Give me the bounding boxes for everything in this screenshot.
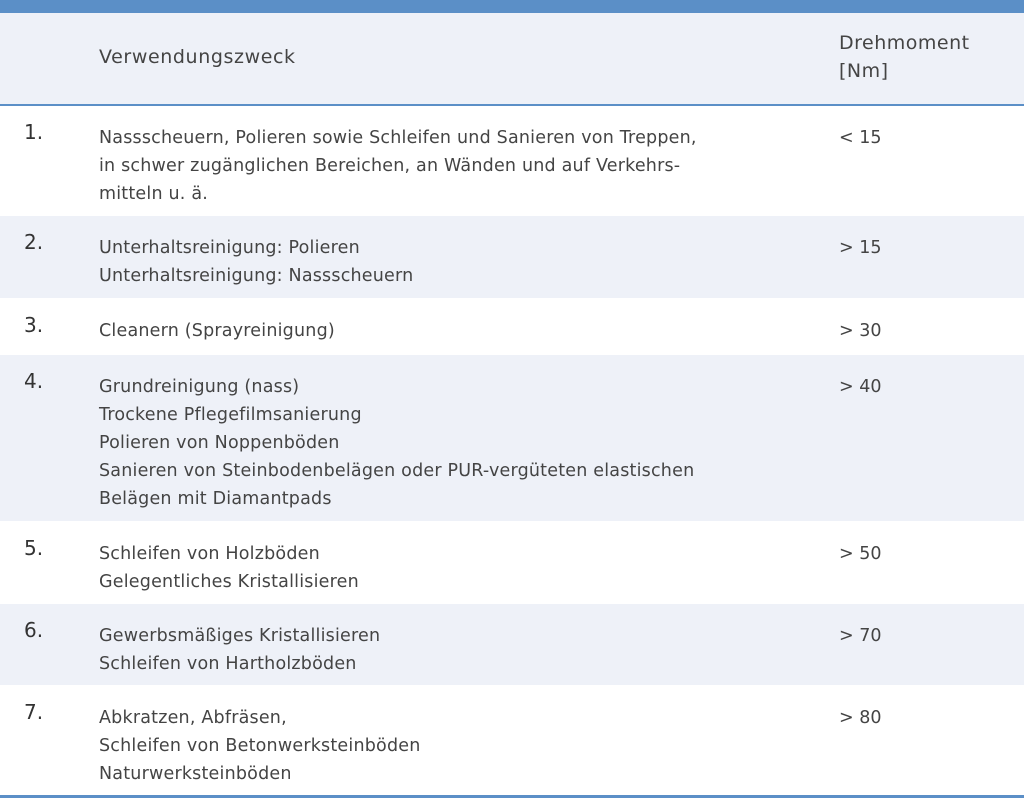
use-line: Nassscheuern, Polieren sowie Schleifen und Sanieren von Treppen, [99,128,697,148]
row-number: 2. [24,230,44,254]
row-use-text [99,124,697,208]
row-torque-cell [813,355,1024,521]
row-use-text [99,622,380,678]
row-use-text [99,704,421,788]
table-row [0,686,1024,798]
row-use-cell [73,604,811,685]
header-torque-unit: [Nm] [839,60,889,82]
row-num-cell [0,106,71,215]
header-use-cell [73,13,811,104]
use-line: in schwer zugänglichen Bereichen, an Wänden und auf Verkehrs- [99,156,681,176]
row-use-cell [73,686,811,797]
row-torque-value: > 30 [839,321,882,341]
row-number: 5. [24,536,44,560]
row-torque-value: > 70 [839,626,882,646]
row-number: 7. [24,700,44,724]
row-torque-cell [813,686,1024,797]
use-line: Naturwerksteinböden [99,764,292,784]
row-use-cell [73,106,811,215]
table-row [0,522,1024,604]
row-number: 6. [24,618,44,642]
row-torque-cell [813,604,1024,685]
row-torque-value: < 15 [839,128,882,148]
row-use-cell [73,522,811,603]
row-use-text [99,373,694,513]
row-torque-value: > 50 [839,544,882,564]
table-row [0,299,1024,355]
use-line: Unterhaltsreinigung: Nassscheuern [99,266,414,286]
row-torque-cell [813,106,1024,215]
use-line: mitteln u. ä. [99,184,209,204]
row-number: 3. [24,313,44,337]
use-line: Cleanern (Sprayreinigung) [99,321,335,341]
table-row [0,106,1024,216]
row-torque-value: > 15 [839,238,882,258]
row-use-text [99,317,335,345]
row-use-text [99,234,413,290]
row-num-cell [0,355,71,521]
use-line: Belägen mit Diamantpads [99,489,332,509]
row-num-cell [0,299,71,354]
header-num-cell [0,13,71,104]
row-torque-cell [813,216,1024,298]
table-row [0,216,1024,299]
use-line: Trockene Pflegefilmsanierung [99,405,362,425]
use-line: Schleifen von Hartholzböden [99,654,357,674]
row-use-text [99,540,359,596]
use-line: Abkratzen, Abfräsen, [99,708,287,728]
use-line: Schleifen von Holzböden [99,544,320,564]
row-num-cell [0,216,71,298]
row-use-cell [73,216,811,298]
header-torque-cell [813,13,1024,104]
row-use-cell [73,299,811,354]
row-use-cell [73,355,811,521]
use-line: Gelegentliches Kristallisieren [99,572,359,592]
use-line: Sanieren von Steinbodenbelägen oder PUR-vergüteten elastischen [99,461,695,481]
torque-table [0,13,1024,798]
use-line: Polieren von Noppenböden [99,433,340,453]
table-header-row [0,13,1024,106]
row-num-cell [0,686,71,797]
row-num-cell [0,522,71,603]
use-line: Grundreinigung (nass) [99,377,300,397]
table-row [0,604,1024,686]
top-accent-bar [0,0,1024,13]
row-number: 4. [24,369,44,393]
use-line: Gewerbsmäßiges Kristallisieren [99,626,381,646]
row-torque-cell [813,522,1024,603]
row-torque-value: > 40 [839,377,882,397]
table-row [0,355,1024,522]
row-torque-cell [813,299,1024,354]
row-number: 1. [24,120,44,144]
row-num-cell [0,604,71,685]
use-line: Unterhaltsreinigung: Polieren [99,238,360,258]
header-use-label: Verwendungszweck [99,46,296,68]
row-torque-value: > 80 [839,708,882,728]
header-torque-line: Drehmoment [839,32,970,54]
use-line: Schleifen von Betonwerksteinböden [99,736,421,756]
header-torque-label [839,29,970,85]
